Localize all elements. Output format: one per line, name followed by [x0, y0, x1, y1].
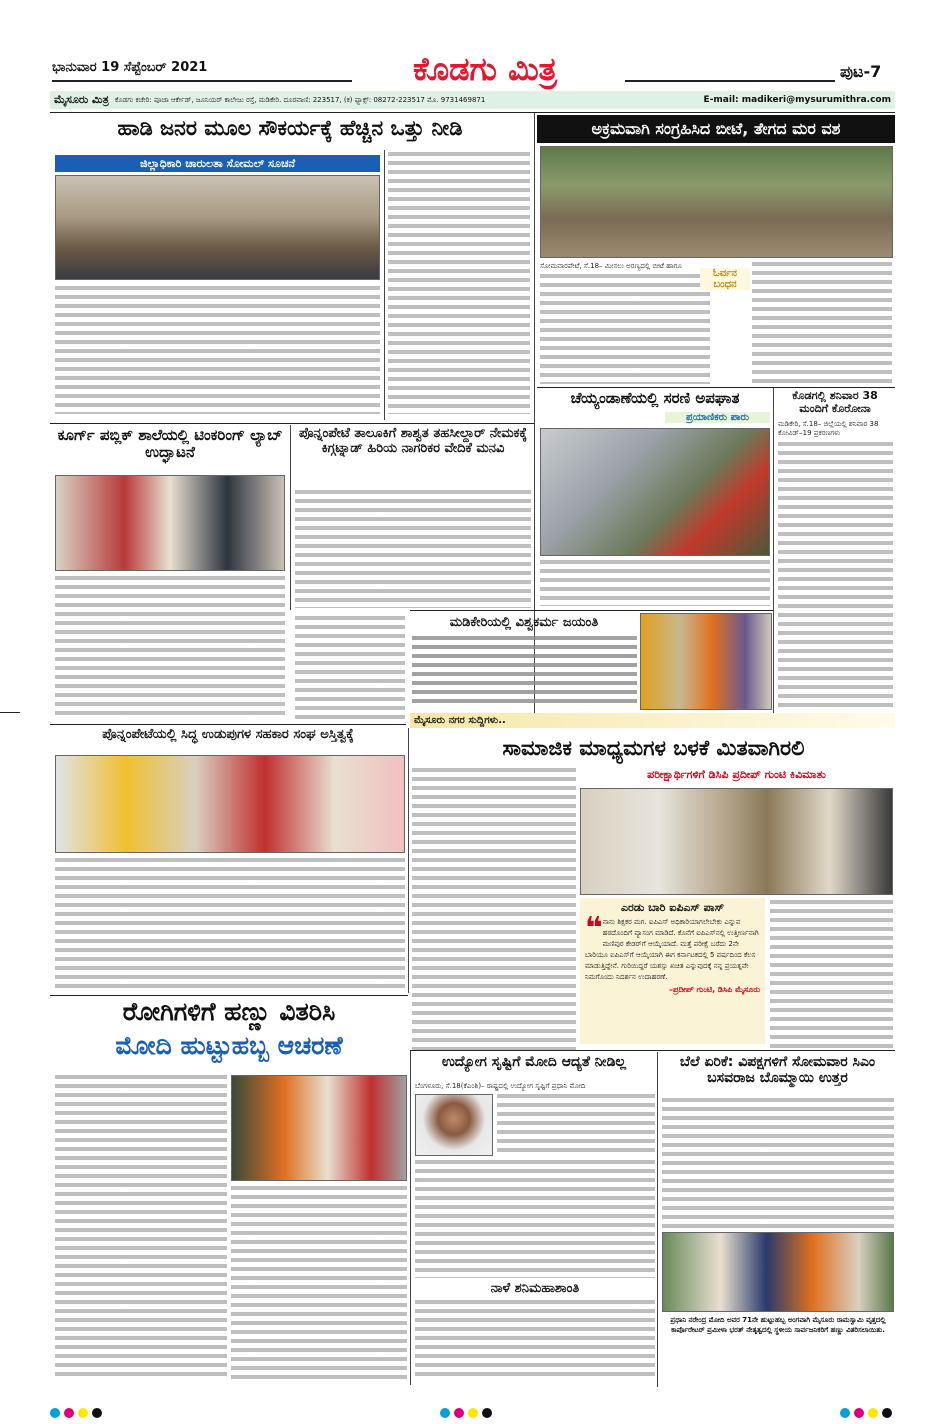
registration-marks: [440, 1403, 496, 1422]
dks-dateline: ಬೆಂಗಳೂರು, ಸೆ.18(ಕೆಎಂಶಿ)– ರಾಷ್ಟ್ರದಲ್ಲಿ ಉದ್ಯೋಗ ಸೃಷ್ಟಿಗೆ ಪ್ರಧಾನಿ ಮೋದಿ: [415, 1082, 655, 1091]
article-body: [497, 1094, 655, 1156]
photo-caption: ಪ್ರಧಾನಿ ನರೇಂದ್ರ ಮೋದಿ ಅವರ 71ನೇ ಹುಟ್ಟುಹಬ್ಬ ಅಂಗವಾಗಿ ಮೈಸೂರು ರಾಮಸ್ವಾಮಿ ವೃತ್ತದಲ್ಲಿ ಕಾರ್ಪೊರೇಟರ್ ಪ್ರಮೀಳಾ ಭರತ್ ನೇತೃತ್ವದಲ್ಲಿ ಸ್ಥಳೀಯ ಸಾರ್ವಜನಿಕರಿಗೆ ಹಣ್ಣು ವಿತರಿಸಲಾಯಿತು.: [670, 1316, 886, 1334]
headline-dks: ಉದ್ಯೋಗ ಸೃಷ್ಟಿಗೆ ಮೋದಿ ಆದ್ಯತೆ ನೀಡಿಲ್ಲ: [441, 1054, 627, 1070]
photo-vishwakarma: [640, 613, 772, 710]
page-number: ಪುಟ-7: [840, 62, 882, 81]
quote-author: –ಪ್ರದೀಪ್ ಗುಂಟಿ, ಡಿಸಿಪಿ ಮೈಸೂರು: [668, 985, 760, 994]
photo-dk-shivakumar: [415, 1094, 493, 1156]
inset-arrest: ಓರ್ವನ ಬಂಧನ: [700, 268, 750, 290]
headline-price-rise: ಬೆಲೆ ಏರಿಕೆ: ವಿಪಕ್ಷಗಳಿಗೆ ಸೋಮವಾರ ಸಿಎಂ ಬಸವರಾಜ ಬೊಮ್ಮಾಯಿ ಉತ್ತರ: [679, 1054, 876, 1087]
article-body: [295, 490, 531, 608]
article-body: [412, 768, 576, 1050]
headline-ponnampet-tahsildar: ಪೊನ್ನಂಪೇಟೆ ತಾಲೂಕಿಗೆ ಶಾಶ್ವತ ತಹಸೀಲ್ದಾರ್ ನೇಮಕಕ್ಕೆ ಕಿಗ್ಗಟ್ನಾಡ್ ಹಿರಿಯ ನಾಗರಿಕರ ವೇದಿಕೆ ಮನವಿ: [298, 426, 528, 456]
headline-hadi: ಹಾಡಿ ಜನರ ಮೂಲ ಸೌಕರ್ಯಕ್ಕೆ ಹೆಚ್ಚಿನ ಒತ್ತು ನೀಡಿ: [117, 116, 463, 140]
photo-fruit-distribution: [231, 1075, 407, 1181]
timber-dateline: ಸೋಮವಾರಪೇಟೆ, ಸೆ.18– ಮೀಸಲು ಅರಣ್ಯದಲ್ಲಿ ಬೀಟೆ ಹಾಗೂ: [540, 262, 710, 271]
quote-mark-icon: ❝: [585, 911, 603, 946]
contact-address: ಕೊಡಗು ಕಚೇರಿ: ಪೂಜಾ ಆರ್ಕೇಡ್, ಜೂನಿಯರ್ ಕಾಲೇಜು ರಸ್ತೆ, ಮಡಿಕೇರಿ. ದೂರವಾಣಿ: 223517, (ಕ) ಫ್ಯಾಕ್ಸ್: 08272-223517 ಮೊ. 9731469871: [114, 95, 486, 104]
headline-coorg-school: ಕೂರ್ಗ್ ಪಬ್ಲಿಕ್ ಶಾಲೆಯಲ್ಲಿ ಟಿಂಕರಿಂಗ್ ಲ್ಯಾಬ್ ಉದ್ಘಾಟನೆ: [57, 426, 283, 462]
subhead-hadi: ಜಿಲ್ಲಾಧಿಕಾರಿ ಚಾರುಲತಾ ಸೋಮಲ್ ಸೂಚನೆ: [55, 155, 380, 172]
article-body: [231, 1186, 407, 1380]
divider: [50, 112, 895, 113]
photo-timber-seizure: [540, 146, 893, 258]
registration-marks: [840, 1403, 896, 1422]
headline-modi-birthday-2: ಮೋದಿ ಹುಟ್ಟುಹಬ್ಬ ಆಚರಣೆ: [115, 1031, 343, 1060]
registration-marks: [50, 1403, 106, 1422]
article-body: [412, 636, 637, 708]
masthead-date: ಭಾನುವಾರ 19 ಸೆಪ್ಟೆಂಬರ್ 2021: [52, 60, 208, 75]
headline-timber: ಅಕ್ರಮವಾಗಿ ಸಂಗ್ರಹಿಸಿದ ಬೀಟೆ, ತೇಗದ ಮರ ವಶ: [537, 115, 895, 143]
quote-text: ನಾನು ಶಿಕ್ಷಕರ ಮಗ. ಐಪಿಎಸ್ ಅಧಿಕಾರಿಯಾಗಲೇಬೇಕು ಎನ್ನುವ ಹಠದೊಂದಿಗೆ ವ್ಯಾಸಂಗ ಮಾಡಿದೆ. ಕೊನೆಗೆ ಐಪಿಎಸ್‌ನಲ್ಲಿ ಉತ್ತೀರ್ಣನಾಗಿ ಮಣಿಪುರ ಕೇಡರ್‌ಗೆ ಆಯ್ಕೆಯಾದೆ. ಮತ್ತೆ ಪರೀಕ್ಷೆ ಬರೆದು 2ನೇ ಬಾರಿಯೂ ಐಪಿಎಸ್‌ಗೆ ಆಯ್ಕೆಯಾಗಿ ಈಗ ಕರ್ನಾಟಕದಲ್ಲಿ 5 ವರ್ಷದಿಂದ ಕೆಲಸ ಮಾಡುತ್ತಿದ್ದೇನೆ. ಗುರಿಯಿದ್ದರೆ ಯಶಸ್ಸು ಖಚಿತ ಎನ್ನುವುದಕ್ಕೆ ನನ್ನ ಪ್ರಯತ್ನವೇ ನಿಮಗೊಂದು ನಿದರ್ಶನ ಉದಾಹರಣೆ.: [585, 918, 759, 981]
photo-meeting: [55, 175, 380, 280]
article-body: [388, 152, 530, 414]
article-body: [540, 560, 770, 606]
article-body: [752, 262, 892, 384]
divider: [625, 80, 835, 82]
corona-dateline: ಮಡಿಕೇರಿ, ಸೆ.18– ಜಿಲ್ಲೆಯಲ್ಲಿ ಶನಿವಾರ 38 ಕೋವಿಡ್–19 ಪ್ರಕರಣಗಳು: [778, 420, 893, 440]
article-body: [778, 442, 893, 710]
article-body: [55, 286, 380, 414]
article-body: [540, 274, 710, 384]
photo-dcp-event: [580, 788, 893, 895]
masthead-title: ಕೊಡಗು ಮಿತ್ರ: [412, 50, 557, 88]
article-body: [55, 858, 405, 988]
contact-email: E-mail: madikeri@mysurumithra.com: [703, 95, 891, 105]
article-body: [415, 1300, 655, 1380]
subhead-accident: ಪ್ರಯಾಣಿಕರು ಪಾರು: [665, 412, 770, 423]
divider: [52, 80, 352, 82]
subhead-social-media: ಪರೀಕ್ಷಾರ್ಥಿಗಳಿಗೆ ಡಿಸಿಪಿ ಪ್ರದೀಪ್ ಗುಂಟಿ ಕಿವಿಮಾತು: [647, 768, 826, 781]
headline-garment: ಪೊನ್ನಂಪೇಟೆಯಲ್ಲಿ ಸಿದ್ಧ ಉಡುಪುಗಳ ಸಹಕಾರ ಸಂಘ ಅಸ್ತಿತ್ವಕ್ಕೆ: [102, 727, 354, 742]
contact-brand: ಮೈಸೂರು ಮಿತ್ರ: [54, 93, 109, 106]
photo-tinkering-lab: [55, 475, 285, 571]
photo-fruit-distribution-mysore: [662, 1232, 894, 1312]
photo-garment-society: [55, 755, 405, 853]
quote-box: [580, 898, 765, 1044]
contact-bar: [50, 91, 895, 109]
headline-shani: ನಾಳೆ ಶನಿಮಹಾಶಾಂತಿ: [490, 1281, 580, 1296]
article-body: [295, 616, 405, 722]
headline-social-media: ಸಾಮಾಜಿಕ ಮಾಧ್ಯಮಗಳ ಬಳಕೆ ಮಿತವಾಗಿರಲಿ: [502, 736, 805, 760]
headline-vishwakarma: ಮಡಿಕೇರಿಯಲ್ಲಿ ವಿಶ್ವಕರ್ಮ ಜಯಂತಿ: [449, 615, 599, 630]
article-body: [662, 1098, 894, 1228]
article-body: [55, 576, 285, 718]
headline-corona: ಕೊಡಗಲ್ಲಿ ಶನಿವಾರ 38 ಮಂದಿಗೆ ಕೊರೋನಾ: [792, 389, 878, 415]
photo-accident: [540, 428, 770, 556]
crop-mark: [0, 712, 20, 713]
article-body: [770, 900, 893, 1048]
headline-accident: ಚೆಯ್ಯಂಡಾಣೆಯಲ್ಲಿ ಸರಣಿ ಅಪಘಾತ: [570, 389, 740, 407]
headline-modi-birthday-1: ರೋಗಿಗಳಿಗೆ ಹಣ್ಣು ವಿತರಿಸಿ: [122, 997, 336, 1026]
section-mysore-news: ಮೈಸೂರು ನಗರ ಸುದ್ದಿಗಳು..: [410, 713, 895, 728]
article-body: [55, 1075, 227, 1380]
quote-title: ಎರಡು ಬಾರಿ ಐಪಿಎಸ್ ಪಾಸ್: [620, 901, 725, 914]
article-body: [415, 1160, 655, 1278]
